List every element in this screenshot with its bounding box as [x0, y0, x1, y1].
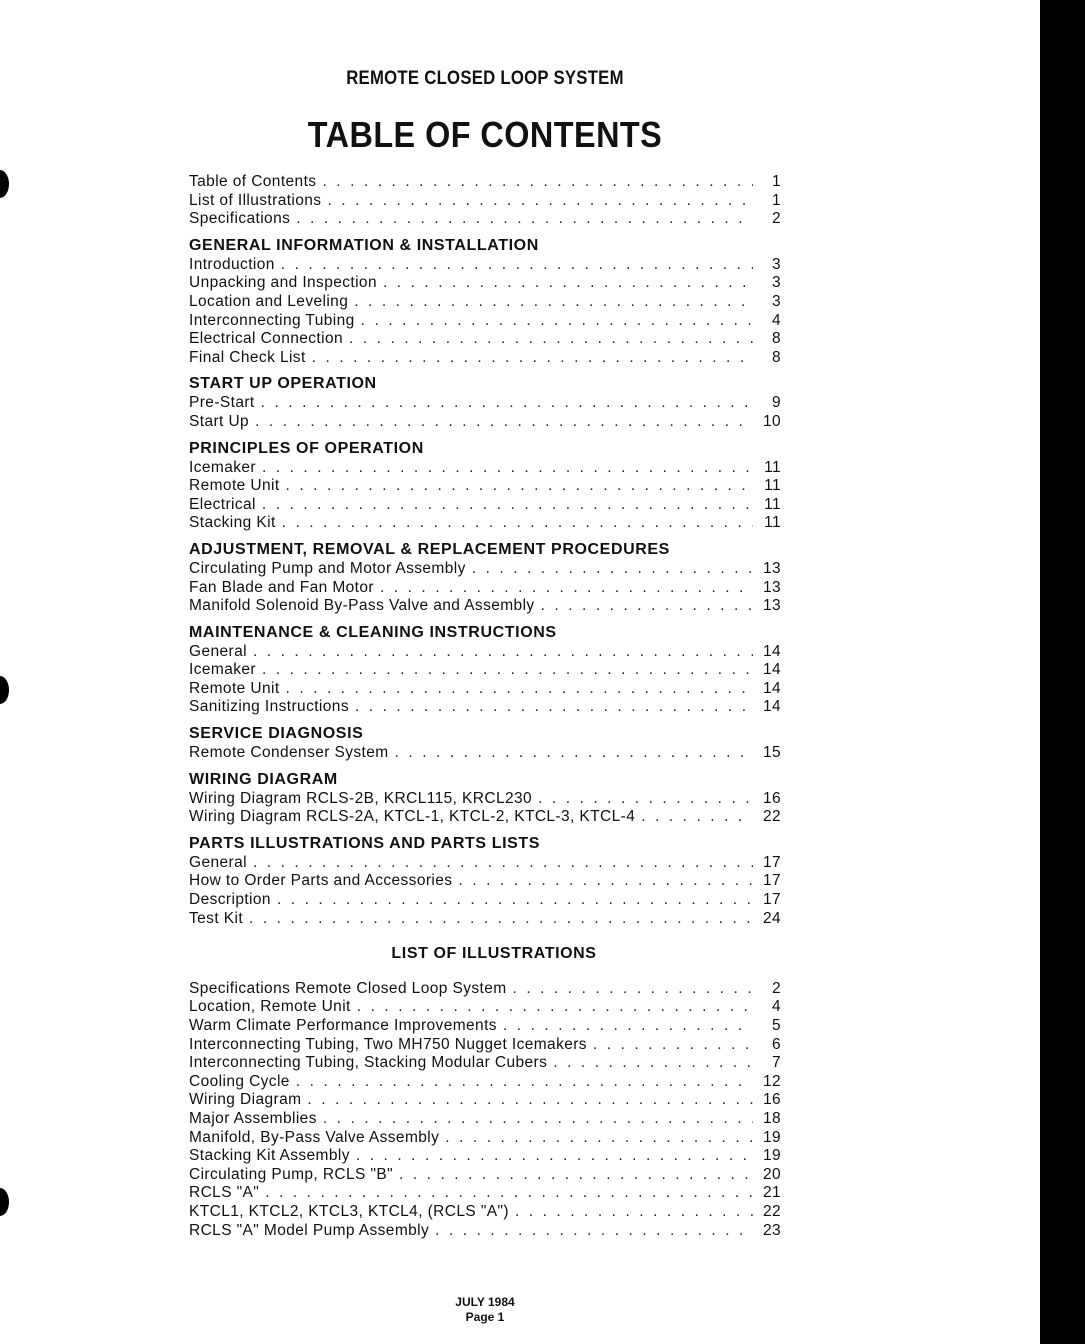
toc-section-heading: MAINTENANCE & CLEANING INSTRUCTIONS: [189, 623, 557, 641]
toc-entry: [189, 680, 781, 699]
toc-section-heading: GENERAL INFORMATION & INSTALLATION: [189, 236, 539, 254]
dot-leader: [513, 980, 753, 999]
table-of-contents: [189, 173, 781, 1240]
toc-entry: [189, 459, 781, 478]
scan-border: [1040, 0, 1085, 1344]
toc-section: [189, 375, 781, 431]
toc-section: [189, 440, 781, 533]
toc-entry: [189, 698, 781, 717]
toc-entry-label: Location and Leveling: [189, 292, 349, 310]
toc-entry-label: Pre-Start: [189, 394, 255, 412]
toc-entry: [189, 413, 781, 432]
toc-entry: [189, 394, 781, 413]
toc-entry-page-number: 9: [771, 394, 781, 412]
toc-entry-page-number: 12: [762, 1072, 781, 1090]
toc-entry-page-number: 17: [762, 853, 781, 871]
toc-entry-page-number: 11: [764, 477, 781, 495]
toc-entry: [189, 349, 781, 368]
toc-entry-label: Start Up: [189, 412, 250, 430]
toc-entry: [189, 872, 781, 891]
toc-entry: [189, 1184, 781, 1203]
dot-leader: [538, 790, 753, 809]
toc-entry-page-number: 23: [762, 1221, 781, 1239]
toc-entry-label: Specifications: [189, 210, 291, 228]
page-title: TABLE OF CONTENTS: [307, 114, 663, 155]
toc-entry-label: Wiring Diagram RCLS-2B, KRCL115, KRCL230: [189, 789, 533, 807]
toc-entry-label: General: [189, 642, 247, 660]
toc-entry-label: Interconnecting Tubing, Stacking Modular Cubers: [189, 1054, 548, 1072]
dot-leader: [281, 256, 753, 275]
toc-entry-page-number: 15: [762, 744, 781, 762]
toc-entry-label: Interconnecting Tubing, Two MH750 Nugget Icemakers: [189, 1035, 587, 1053]
toc-entry-page-number: 10: [762, 412, 781, 430]
toc-entry: [189, 808, 781, 827]
toc-entry: [189, 173, 781, 192]
toc-entry-page-number: 22: [762, 1202, 781, 1220]
toc-entry-label: Icemaker: [189, 458, 256, 476]
toc-entry-label: Manifold Solenoid By-Pass Valve and Assembly: [189, 597, 535, 615]
toc-entry-page-number: 1: [771, 191, 781, 209]
toc-entry-page-number: 14: [762, 661, 781, 679]
toc-entry-label: Table of Contents: [189, 173, 317, 190]
toc-entry: [189, 293, 781, 312]
dot-leader: [395, 744, 753, 763]
toc-entry-page-number: 14: [762, 642, 781, 660]
toc-entry: [189, 1129, 781, 1148]
dot-leader: [296, 1073, 753, 1092]
toc-entry-page-number: 14: [762, 679, 781, 697]
toc-entry: [189, 1147, 781, 1166]
toc-entry: [189, 891, 781, 910]
toc-entry-page-number: 4: [771, 998, 781, 1016]
toc-entry: [189, 210, 781, 229]
toc-entry-label: Location, Remote Unit: [189, 998, 351, 1016]
toc-entry-page-number: 4: [771, 311, 781, 329]
document-subtitle: REMOTE CLOSED LOOP SYSTEM: [346, 68, 624, 89]
toc-section: [189, 173, 781, 229]
dot-leader: [349, 330, 753, 349]
toc-entry-label: Electrical: [189, 495, 256, 513]
toc-section-heading: PRINCIPLES OF OPERATION: [189, 439, 424, 457]
toc-entry: [189, 790, 781, 809]
toc-entry-label: Wiring Diagram RCLS-2A, KTCL-1, KTCL-2, KTCL-3, KTCL-4: [189, 808, 636, 826]
toc-entry: [189, 1054, 781, 1073]
toc-entry-page-number: 1: [771, 173, 781, 190]
toc-entry: [189, 980, 781, 999]
toc-entry-page-number: 3: [771, 274, 781, 292]
toc-section: [189, 771, 781, 827]
toc-entry-page-number: 21: [762, 1184, 781, 1202]
toc-entry: [189, 192, 781, 211]
toc-entry: [189, 579, 781, 598]
toc-entry-page-number: 16: [762, 1091, 781, 1109]
toc-entry: [189, 661, 781, 680]
toc-entry-label: Circulating Pump and Motor Assembly: [189, 559, 466, 577]
toc-entry-page-number: 19: [762, 1147, 781, 1165]
dot-leader: [354, 293, 753, 312]
toc-entry-page-number: 19: [762, 1128, 781, 1146]
toc-entry-label: Description: [189, 891, 271, 909]
toc-entry-page-number: 11: [764, 495, 781, 513]
dot-leader: [515, 1203, 753, 1222]
dot-leader: [296, 210, 753, 229]
toc-entry-page-number: 7: [771, 1054, 781, 1072]
toc-entry: [189, 998, 781, 1017]
toc-entry-label: List of Illustrations: [189, 191, 322, 209]
toc-entry: [189, 597, 781, 616]
toc-entry-label: How to Order Parts and Accessories: [189, 872, 453, 890]
toc-entry-label: Major Assemblies: [189, 1109, 317, 1127]
dot-leader: [458, 872, 753, 891]
toc-entry-label: Stacking Kit Assembly: [189, 1147, 350, 1165]
toc-entry: [189, 1091, 781, 1110]
dot-leader: [282, 514, 753, 533]
dot-leader: [249, 910, 753, 929]
toc-section-heading: PARTS ILLUSTRATIONS AND PARTS LISTS: [189, 834, 541, 852]
toc-section: [189, 237, 781, 368]
toc-section-heading: START UP OPERATION: [189, 375, 377, 393]
toc-entry: [189, 1110, 781, 1129]
toc-entry-page-number: 13: [762, 578, 781, 596]
toc-entry-label: General: [189, 853, 247, 871]
toc-section-heading: WIRING DIAGRAM: [189, 770, 338, 788]
toc-entry-label: RCLS "A" Model Pump Assembly: [189, 1221, 430, 1239]
dot-leader: [312, 349, 753, 368]
toc-entry-page-number: 8: [771, 330, 781, 348]
dot-leader: [380, 579, 753, 598]
dot-leader: [253, 643, 753, 662]
toc-section: [189, 725, 781, 763]
dot-leader: [641, 808, 753, 827]
dot-leader: [445, 1129, 753, 1148]
toc-entry-label: Warm Climate Performance Improvements: [189, 1017, 497, 1034]
toc-entry: [189, 744, 781, 763]
toc-entry: [189, 1073, 781, 1092]
dot-leader: [253, 854, 753, 873]
toc-entry-page-number: 20: [762, 1165, 781, 1183]
footer-date: JULY 1984: [455, 1295, 515, 1309]
toc-entry-label: Test Kit: [189, 909, 244, 927]
dot-leader: [262, 496, 753, 515]
toc-entry-label: Cooling Cycle: [189, 1072, 290, 1090]
toc-entry-page-number: 22: [762, 808, 781, 826]
toc-entry-page-number: 6: [771, 1035, 781, 1053]
dot-leader: [286, 680, 753, 699]
dot-leader: [255, 413, 753, 432]
illustrations-list: [189, 980, 781, 1240]
toc-entry-page-number: 5: [771, 1017, 781, 1034]
toc-entry-label: Electrical Connection: [189, 330, 343, 348]
toc-entry: [189, 274, 781, 293]
dot-leader: [262, 661, 753, 680]
toc-entry: [189, 910, 781, 929]
toc-entry: [189, 1166, 781, 1185]
toc-entry: [189, 854, 781, 873]
toc-entry: [189, 496, 781, 515]
toc-section: [189, 541, 781, 616]
toc-entry: [189, 256, 781, 275]
dot-leader: [265, 1184, 753, 1203]
dot-leader: [399, 1166, 753, 1185]
illustrations-heading: LIST OF ILLUSTRATIONS: [391, 945, 597, 963]
toc-entry-page-number: 3: [771, 292, 781, 310]
dot-leader: [593, 1036, 753, 1055]
toc-entry-label: Unpacking and Inspection: [189, 274, 377, 292]
toc-entry: [189, 312, 781, 331]
dot-leader: [383, 274, 753, 293]
toc-entry: [189, 1222, 781, 1241]
dot-leader: [503, 1017, 753, 1036]
footer-page-number: Page 1: [465, 1310, 505, 1324]
toc-entry-page-number: 11: [764, 514, 781, 532]
toc-entry: [189, 643, 781, 662]
dot-leader: [553, 1054, 753, 1073]
toc-entry-label: Fan Blade and Fan Motor: [189, 578, 374, 596]
dot-leader: [322, 173, 753, 192]
dot-leader: [361, 312, 753, 331]
toc-entry-page-number: 2: [771, 210, 781, 228]
toc-section: [189, 835, 781, 928]
toc-entry-label: Stacking Kit: [189, 514, 276, 532]
toc-section: [189, 624, 781, 717]
toc-entry-page-number: 16: [762, 789, 781, 807]
toc-section-heading: ADJUSTMENT, REMOVAL & REPLACEMENT PROCEDURES: [189, 540, 670, 558]
toc-entry-label: Final Check List: [189, 348, 306, 366]
toc-entry-page-number: 3: [771, 255, 781, 273]
toc-entry-label: Interconnecting Tubing: [189, 311, 355, 329]
binder-hole-mark: [0, 676, 9, 704]
toc-entry: [189, 1036, 781, 1055]
toc-entry: [189, 1017, 781, 1036]
toc-entry-page-number: 13: [762, 597, 781, 615]
dot-leader: [357, 998, 753, 1017]
dot-leader: [286, 477, 753, 496]
binder-hole-mark: [0, 1188, 9, 1216]
toc-entry-label: Wiring Diagram: [189, 1091, 302, 1109]
dot-leader: [435, 1222, 753, 1241]
binder-hole-mark: [0, 170, 9, 198]
dot-leader: [541, 597, 753, 616]
toc-entry-label: Remote Condenser System: [189, 744, 389, 762]
toc-section-heading: SERVICE DIAGNOSIS: [189, 725, 364, 743]
dot-leader: [262, 459, 753, 478]
toc-entry-label: Manifold, By-Pass Valve Assembly: [189, 1128, 440, 1146]
dot-leader: [472, 560, 753, 579]
toc-entry-page-number: 17: [762, 872, 781, 890]
toc-entry-label: Introduction: [189, 255, 275, 273]
toc-entry: [189, 330, 781, 349]
toc-entry: [189, 1203, 781, 1222]
toc-entry-label: Sanitizing Instructions: [189, 698, 349, 716]
toc-entry: [189, 477, 781, 496]
toc-entry: [189, 560, 781, 579]
dot-leader: [356, 1147, 753, 1166]
toc-entry-label: KTCL1, KTCL2, KTCL3, KTCL4, (RCLS "A"): [189, 1202, 509, 1220]
page-footer: [0, 1295, 970, 1325]
toc-entry-page-number: 17: [762, 891, 781, 909]
dot-leader: [327, 192, 753, 211]
toc-entry-label: Remote Unit: [189, 477, 280, 495]
toc-entry-page-number: 14: [762, 698, 781, 716]
toc-entry-page-number: 11: [764, 458, 781, 476]
toc-entry-page-number: 2: [771, 979, 781, 997]
dot-leader: [355, 698, 753, 717]
toc-entry-label: Circulating Pump, RCLS "B": [189, 1165, 394, 1183]
toc-entry: [189, 514, 781, 533]
toc-entry-page-number: 13: [762, 559, 781, 577]
dot-leader: [323, 1110, 753, 1129]
toc-sections: [189, 173, 781, 928]
toc-entry-label: Specifications Remote Closed Loop System: [189, 979, 507, 997]
toc-entry-page-number: 18: [762, 1109, 781, 1127]
toc-entry-label: Icemaker: [189, 661, 256, 679]
toc-entry-label: Remote Unit: [189, 679, 280, 697]
toc-entry-page-number: 24: [762, 909, 781, 927]
dot-leader: [307, 1091, 753, 1110]
dot-leader: [261, 394, 753, 413]
toc-entry-label: RCLS "A": [189, 1184, 260, 1202]
toc-entry-page-number: 8: [771, 348, 781, 366]
dot-leader: [277, 891, 753, 910]
